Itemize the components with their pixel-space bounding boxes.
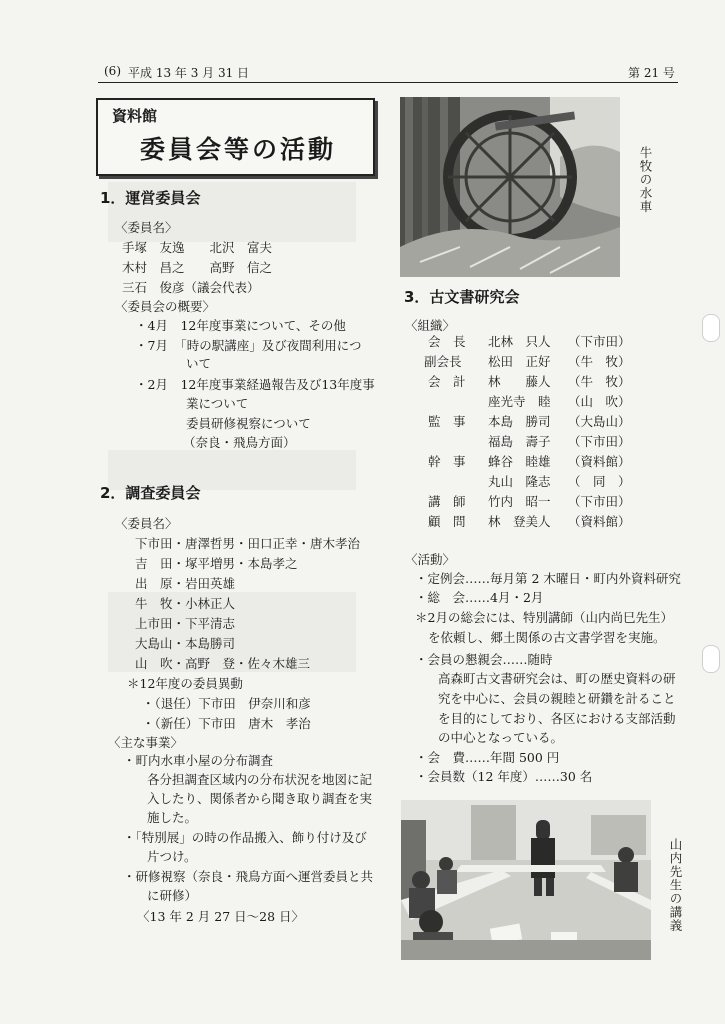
activity-item: ・会員の懇親会……随時 [415, 652, 553, 667]
activity-item: ・総 会……4月・2月 [415, 590, 544, 605]
section2-heading: 2．調査委員会 [100, 484, 201, 502]
section2-main-item: ・「特別展」の時の作品搬入、飾り付け及び [123, 830, 367, 845]
activity-item: ・定例会……毎月第 2 木曜日・町内外資料研究 [415, 571, 681, 586]
org-role: 会 長 [428, 334, 466, 349]
section1-item: ・7月 「時の駅講座」及び夜間利用につ [135, 338, 362, 353]
org-name: 林 藤人 [488, 374, 551, 389]
issue-number: 第 21 号 [628, 66, 675, 80]
section2-main-item: 各分担調査区域内の分布状況を地図に記 [147, 772, 373, 787]
org-role: 顧 問 [428, 514, 466, 529]
header-rule [98, 82, 678, 83]
section2-main-label: 〈主な事業〉 [108, 735, 184, 750]
section2-change: ・（退任）下市田 伊奈川和彦 [142, 696, 311, 711]
org-name: 蜂谷 睦雄 [488, 454, 551, 469]
org-role: 講 師 [428, 494, 466, 509]
section2-change-label: ＊12年度の委員異動 [127, 676, 243, 691]
org-place: （山 吹） [568, 394, 631, 409]
org-place: （下市田） [568, 334, 631, 349]
section2-main-item: に研修） [147, 888, 198, 903]
photo1-caption: 牛牧の水車 [638, 146, 653, 214]
binder-hole [702, 645, 720, 673]
org-place: （大島山） [568, 414, 631, 429]
water-wheel-image [400, 97, 620, 277]
org-name: 本島 勝司 [488, 414, 551, 429]
org-name: 林 登美人 [488, 514, 551, 529]
org-name: 福島 壽子 [488, 434, 551, 449]
section2-member: 大島山・本島勝司 [135, 636, 236, 651]
org-name: 松田 正好 [488, 354, 551, 369]
issue-date: 平成 13 年 3 月 31 日 [128, 66, 250, 80]
section1-heading: 1．運営委員会 [100, 189, 201, 207]
activity-item: を目的にしており、各区における支部活動 [438, 711, 676, 726]
section2-main-item: ・研修視察（奈良・飛鳥方面へ運営委員と共 [123, 869, 374, 884]
section2-members-label: 〈委員名〉 [115, 516, 178, 531]
photo2-caption: 山内先生の講義 [668, 838, 683, 933]
section1-item: ・4月 12年度事業について、その他 [135, 318, 346, 333]
org-name: 丸山 隆志 [488, 474, 551, 489]
section2-member: 出 原・岩田英雄 [135, 576, 236, 591]
section2-main-item: 片つけ。 [147, 849, 197, 864]
section1-members-label: 〈委員名〉 [115, 220, 178, 235]
activity-item: を依頼し、郷土関係の古文書学習を実施。 [428, 630, 666, 645]
section2-member: 上市田・下平清志 [135, 616, 236, 631]
section1-item: （奈良・飛鳥方面） [183, 435, 296, 450]
activity-item: ・会員数（12 年度）……30 名 [415, 769, 593, 784]
org-name: 北林 只人 [488, 334, 551, 349]
org-place: （牛 牧） [568, 374, 631, 389]
org-role: 幹 事 [428, 454, 466, 469]
water-wheel-photo [400, 97, 620, 277]
section1-item: 業について [186, 396, 249, 411]
section2-main-item: 入したり、関係者から聞き取り調査を実 [147, 791, 373, 806]
section1-overview-label: 〈委員会の概要〉 [115, 299, 216, 314]
page-number: (6) [104, 64, 121, 78]
org-place: （ 同 ） [568, 474, 631, 489]
org-place: （下市田） [568, 494, 631, 509]
org-role: 副会長 [424, 354, 462, 369]
org-place: （資料館） [568, 454, 631, 469]
section1-item: いて [186, 356, 212, 371]
org-role: 監 事 [428, 414, 466, 429]
section2-member: 下市田・唐澤哲男・田口正幸・唐木孝治 [135, 536, 361, 551]
activity-item: ＊2月の総会には、特別講師（山内尚巳先生） [415, 610, 673, 625]
binder-hole [702, 314, 720, 342]
section2-main-item: 〈13 年 2 月 27 日～28 日〉 [137, 909, 305, 924]
section2-member: 山 吹・高野 登・佐々木雄三 [135, 656, 311, 671]
section3-org-label: 〈組織〉 [405, 318, 456, 333]
section2-main-item: ・町内水車小屋の分布調査 [123, 753, 274, 768]
section3-heading: 3．古文書研究会 [404, 288, 520, 306]
section3-activity-label: 〈活動〉 [405, 552, 456, 567]
org-name: 竹内 昭一 [488, 494, 551, 509]
section1-member: 木村 昌之 高野 信之 [122, 260, 273, 275]
section1-item: 委員研修視察について [186, 416, 311, 431]
org-role: 会 計 [428, 374, 466, 389]
activity-item: ・会 費……年間 500 円 [415, 750, 560, 765]
section2-member: 牛 牧・小林正人 [135, 596, 236, 611]
org-name: 座光寺 睦 [488, 394, 551, 409]
section2-main-item: 施した。 [147, 810, 198, 825]
lecture-image [401, 800, 651, 960]
org-place: （資料館） [568, 514, 631, 529]
title-box [96, 98, 375, 176]
org-place: （牛 牧） [568, 354, 631, 369]
page-title: 委員会等の活動 [140, 135, 337, 164]
org-place: （下市田） [568, 434, 631, 449]
activity-item: 究を中心に、会員の親睦と研鑽を計ること [438, 691, 676, 706]
title-small: 資料館 [112, 107, 158, 125]
activity-item: の中心となっている。 [438, 730, 564, 745]
section2-member: 吉 田・塚平増男・本島孝之 [135, 556, 298, 571]
section1-item: ・2月 12年度事業経過報告及び13年度事 [135, 377, 375, 392]
section1-member: 三石 俊彦（議会代表） [122, 280, 260, 295]
section2-change: ・（新任）下市田 唐木 孝治 [142, 716, 311, 731]
section1-member: 手塚 友逸 北沢 富夫 [122, 240, 273, 255]
lecture-photo [401, 800, 651, 960]
activity-item: 高森町古文書研究会は、町の歴史資料の研 [438, 671, 676, 686]
